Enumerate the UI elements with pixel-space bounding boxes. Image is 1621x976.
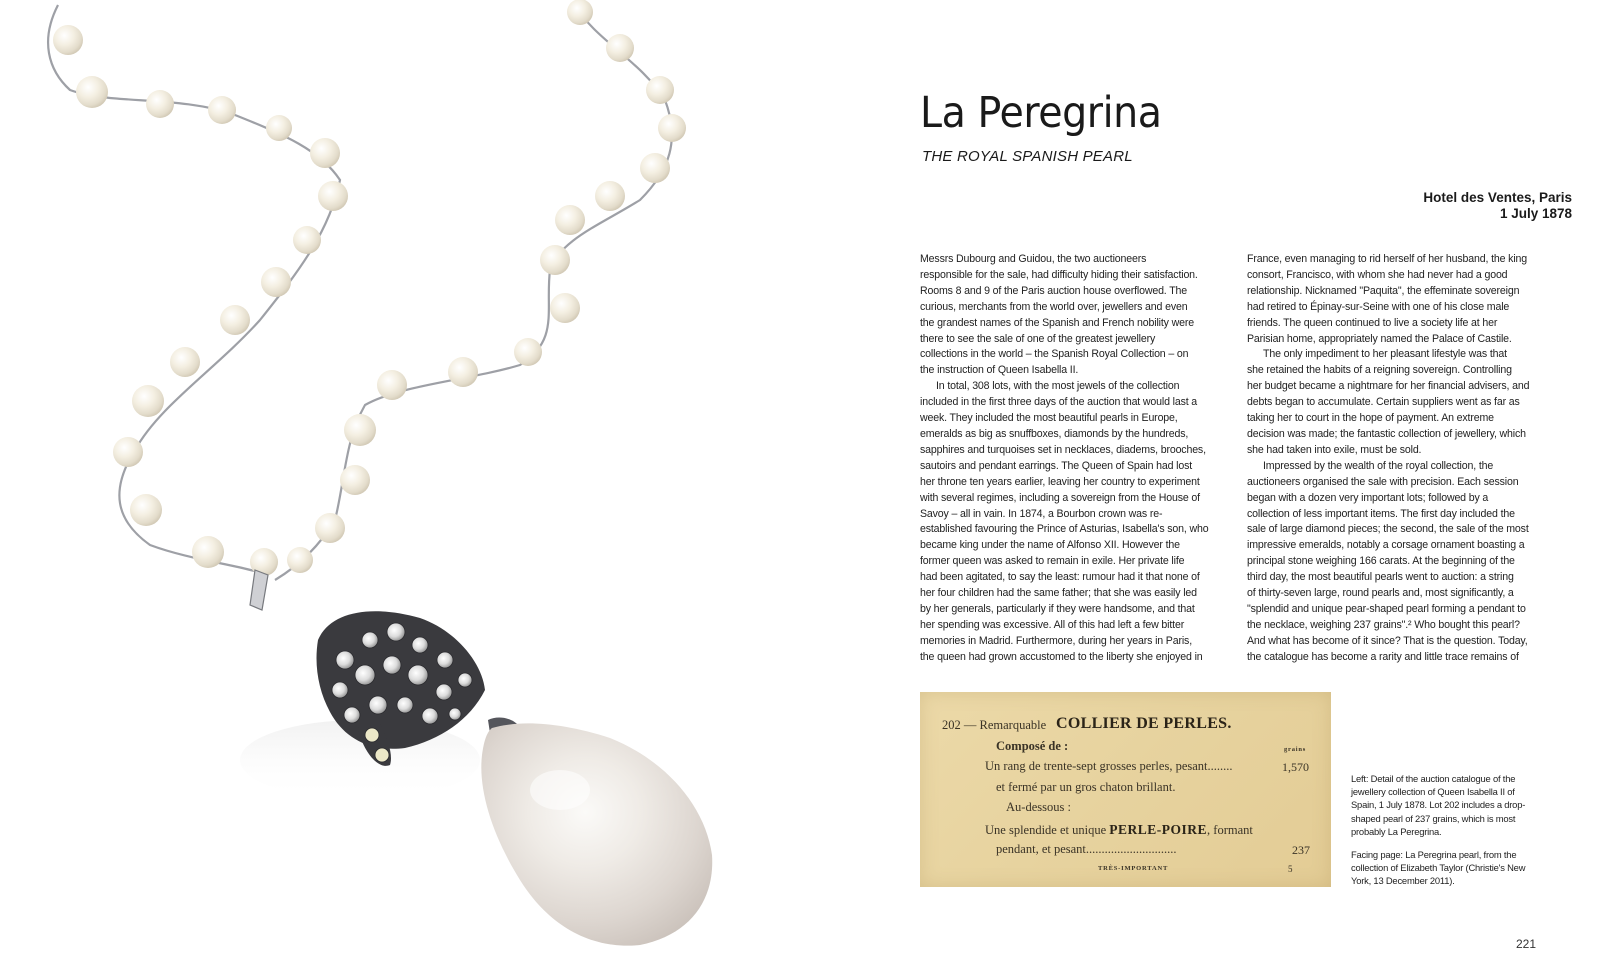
caption-left (1351, 772, 1541, 838)
text-line: Impressed by the wealth of the royal collection, the (1263, 459, 1494, 472)
text-line: Left: Detail of the auction catalogue of the (1351, 773, 1516, 784)
catalogue-value-pendant: 237 (1292, 843, 1310, 857)
text-line: she had taken into exile, must be sold. (1247, 443, 1422, 456)
pearl-necklace-photo (0, 0, 810, 976)
text-line: impressive emeralds, notably a corsage ornament boasting a (1247, 539, 1525, 552)
catalogue-value-rang: 1,570 (1282, 760, 1309, 774)
pearl-strand-right (287, 0, 686, 573)
text-line: included in the first three days of the auction that would last a (920, 396, 1198, 409)
text-line: emeralds as big as snuffboxes, diamonds by the hundreds, (920, 427, 1189, 440)
text-line: third day, the most beautiful pearls went to auction: a string (1247, 571, 1514, 584)
text-line: memories in Madrid. Furthermore, during her years in Paris, (920, 634, 1192, 647)
venue-location: Hotel des Ventes, Paris (1423, 190, 1572, 205)
text-line: debts began to accumulate. Certain suppliers went as far as (1247, 396, 1520, 409)
text-line: Parisian home, appropriately named the Palace of Castile. (1247, 332, 1512, 345)
pendant-bail (250, 570, 268, 610)
text-line: consort, Francisco, with whom she had never had a good (1247, 268, 1508, 281)
page-number: 221 (1515, 937, 1536, 951)
text-line: "splendid and unique pear-shaped pearl forming a pendant to (1247, 602, 1526, 615)
text-line: York, 13 December 2011). (1351, 875, 1455, 887)
text-line: taking her to court in the hope of payment. An extreme (1247, 412, 1494, 425)
image-caption (1351, 772, 1541, 898)
text-line: France, even managing to rid herself of her husband, the king (1247, 253, 1528, 265)
text-line: with several regimes, including a sovereign from the House of (920, 491, 1200, 504)
text-line: The only impediment to her pleasant lifestyle was that (1263, 348, 1507, 361)
text-line: curious, merchants from the world over, jewellers and even (920, 300, 1188, 313)
text-line: probably La Peregrina. (1351, 825, 1442, 837)
body-column-right (1247, 252, 1547, 666)
text-line: the queen had grown accustomed to the liberty she enjoyed in (920, 650, 1203, 663)
text-line: the catalogue has become a rarity and little trace remains of (1247, 650, 1519, 663)
text-line: collection of less important items. The first day included the (1247, 507, 1515, 520)
catalogue-lot-prefix: 202 — Remarquable (942, 718, 1047, 732)
text-line: her throne ten years earlier, leaving her country to experiment (920, 475, 1200, 488)
chapter-title: La Peregrina (920, 88, 1162, 138)
text-line: had been agitated, to say the least: rumour had it that none of (920, 571, 1200, 584)
catalogue-footer-number: 5 (1288, 864, 1293, 874)
text-line: Messrs Dubourg and Guidou, the two auctioneers (920, 253, 1147, 265)
venue-date: 1 July 1878 (1499, 206, 1572, 221)
text-line: her four children had the same father; that she was easily led (920, 587, 1197, 600)
text-line: by her generals, particularly if they were handsome, and that (920, 602, 1195, 615)
venue-heading (1423, 190, 1572, 222)
catalogue-unit-label: grains (1284, 746, 1307, 753)
text-line: principal stone weighing 166 carats. At the beginning of the (1247, 555, 1515, 568)
text-line: auctioneers organised the sale with precision. Each session (1247, 475, 1519, 488)
text-line: Spain, 1 July 1878. Lot 202 includes a drop- (1351, 799, 1526, 811)
text-line: Rooms 8 and 9 of the Paris auction house overflowed. The (920, 284, 1188, 297)
chapter-subtitle: THE ROYAL SPANISH PEARL (922, 148, 1133, 165)
text-line: And what has become of it since? That is the question. Today, (1247, 634, 1528, 647)
text-line: In total, 308 lots, with the most jewels of the collection (936, 380, 1180, 393)
catalogue-line-important: TRÈS-IMPORTANT (1098, 865, 1169, 872)
text-line: week. They included the most beautiful pearls in Europe, (920, 412, 1178, 425)
body-column-left (920, 252, 1212, 666)
auction-catalogue-image (920, 692, 1331, 887)
left-page-photo (0, 0, 810, 976)
text-line: sautoirs and pendant earrings. The Queen of Spain had lost (920, 459, 1193, 472)
catalogue-line-dessous: Au-dessous : (1006, 800, 1071, 814)
text-line: she retained the habits of a reigning sovereign. Controlling (1247, 364, 1512, 377)
text-line: relationship. Nicknamed "Paquita", the effeminate sovereign (1247, 284, 1520, 297)
text-line: sale of large diamond pieces; the second, the sale of the most (1247, 523, 1529, 536)
catalogue-compose: Composé de : (996, 739, 1069, 753)
text-line: established favouring the Prince of Asturias, Isabella's son, who (920, 523, 1209, 536)
text-line: jewellery collection of Queen Isabella II of (1351, 786, 1515, 798)
text-line: became king under the name of Alfonso XII. However the (920, 539, 1180, 552)
text-line: shaped pearl of 237 grains, which is most (1351, 812, 1516, 824)
text-line: there to see the sale of one of the greatest jewellery (920, 332, 1156, 345)
text-line: friends. The queen continued to live a society life at her (1247, 316, 1498, 329)
pearl-strand-left (53, 25, 348, 576)
text-line: Facing page: La Peregrina pearl, from the (1351, 849, 1517, 861)
text-line: Savoy – all in vain. In 1874, a Bourbon crown was re- (920, 507, 1163, 520)
catalogue-line-pendant: pendant, et pesant............................. (996, 842, 1177, 856)
text-line: her spending was excessive. All of this had left a few bitter (920, 618, 1185, 631)
text-line: responsible for the sale, had difficulty hiding their satisfaction. (920, 268, 1198, 281)
text-line: of thirty-seven large, round pearls and, most significantly, a (1247, 587, 1514, 600)
text-line: former queen was asked to remain in exile. Her private life (920, 555, 1185, 568)
catalogue-line-rang: Un rang de trente-sept grosses perles, pesant........ (985, 759, 1233, 773)
text-line: decision was made; the fantastic collection of jewellery, which (1247, 427, 1526, 440)
right-page-text (810, 0, 1621, 976)
text-line: the instruction of Queen Isabella II. (920, 364, 1079, 377)
text-line: began with a dozen very important lots; followed by a (1247, 491, 1489, 504)
text-line: the grandest names of the Spanish and French nobility were (920, 316, 1194, 329)
peregrina-drop-pearl (481, 723, 712, 945)
catalogue-line-splendide: Une splendide et unique PERLE-POIRE, formant (985, 822, 1253, 837)
text-line: her budget became a nightmare for her financial advisers, and (1247, 380, 1530, 393)
text-line: collections in the world – the Spanish Royal Collection – on (920, 348, 1189, 361)
text-line: had retired to Épinay-sur-Seine with one of his close male (1247, 300, 1510, 313)
text-line: collection of Elizabeth Taylor (Christie's New (1351, 862, 1526, 874)
text-line: the necklace, weighing 237 grains".² Who bought this pearl? (1247, 618, 1520, 631)
text-line: sapphires and turquoises set in necklaces, diadems, brooches, (920, 443, 1206, 456)
catalogue-line-ferme: et fermé par un gros chaton brillant. (996, 780, 1176, 794)
caption-facing-page (1351, 848, 1541, 888)
catalogue-lot-title: COLLIER DE PERLES. (1056, 715, 1232, 732)
